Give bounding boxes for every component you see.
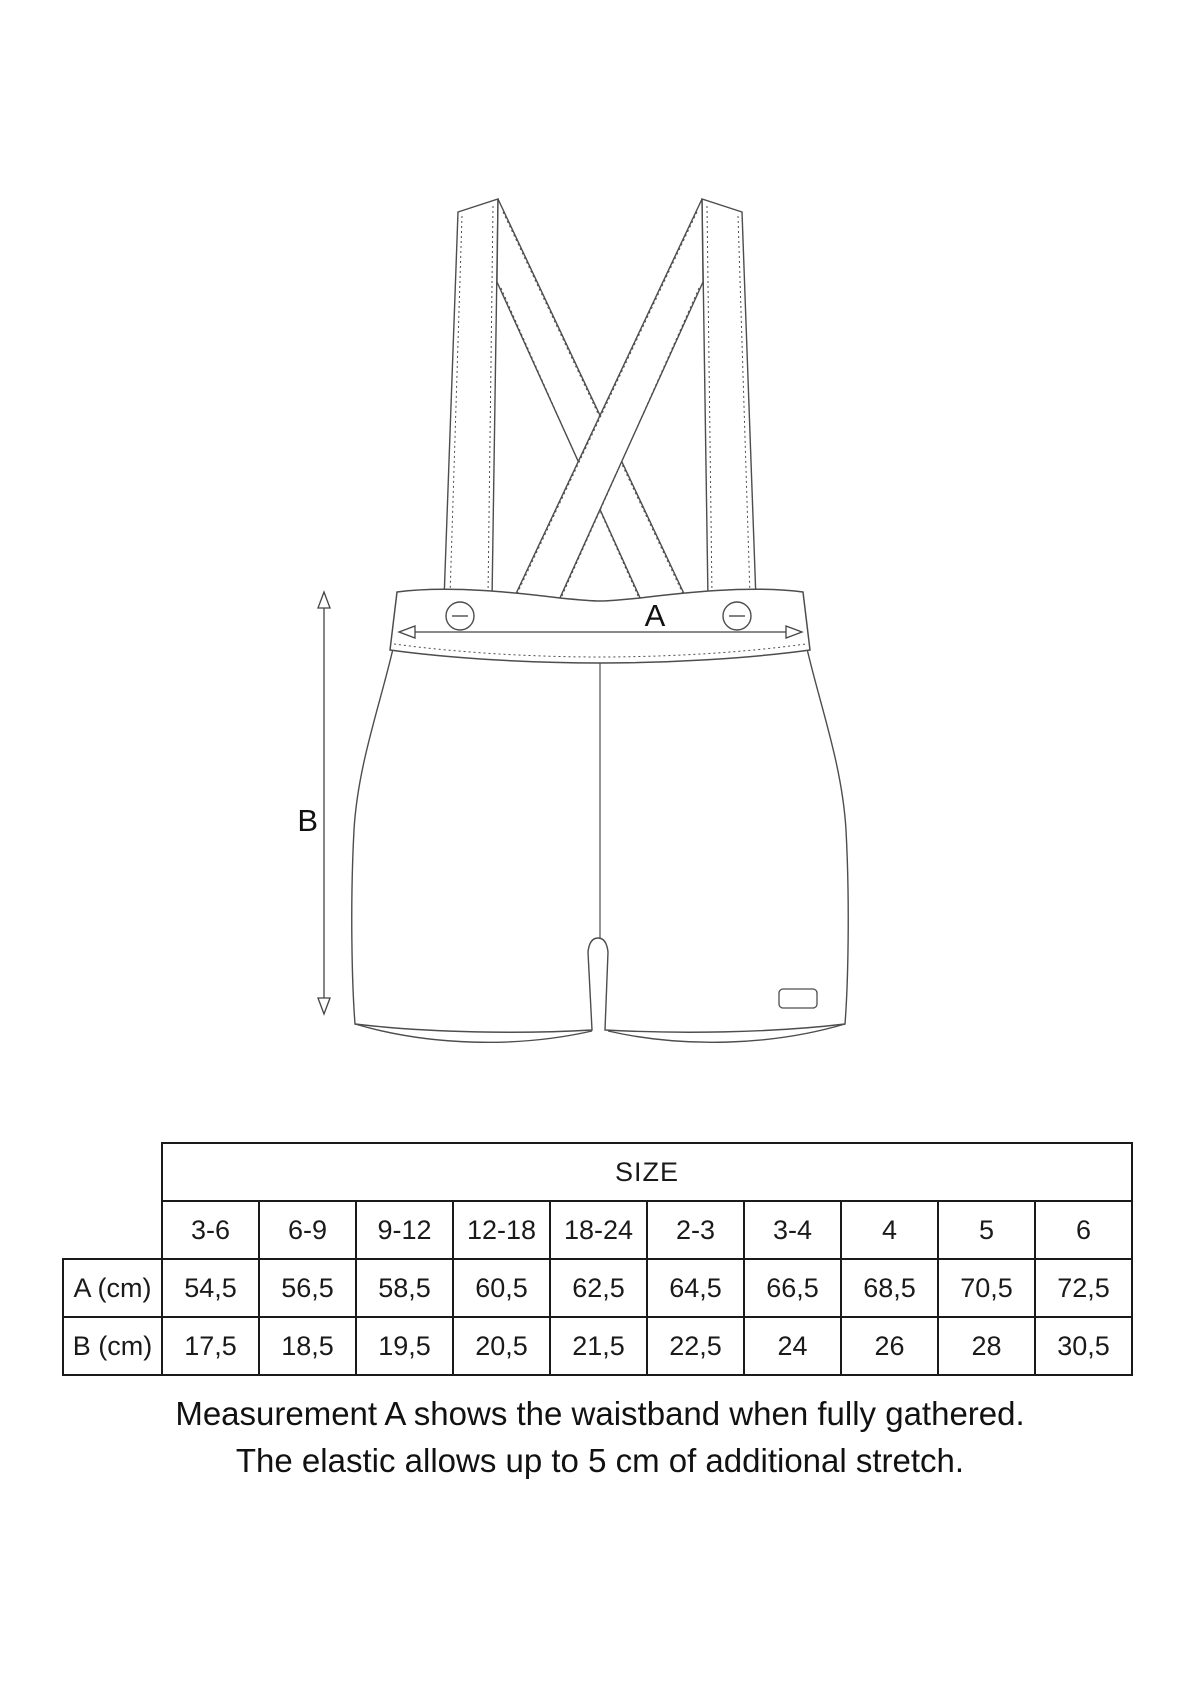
a-value-cell-1: 56,5 xyxy=(259,1259,356,1317)
size-header-cell-1: 6-9 xyxy=(259,1201,356,1259)
left-diagonal-strap xyxy=(497,199,687,600)
footer-note xyxy=(0,1390,1200,1484)
right-diagonal-strap xyxy=(513,199,703,600)
size-header-cell-2: 9-12 xyxy=(356,1201,453,1259)
left-button xyxy=(446,602,474,630)
size-header-cell-0: 3-6 xyxy=(162,1201,259,1259)
label-b: B xyxy=(297,803,318,838)
a-value-cell-7: 68,5 xyxy=(841,1259,938,1317)
left-vertical-strap xyxy=(444,199,498,600)
size-header-cell-6: 3-4 xyxy=(744,1201,841,1259)
measurement-b-arrow xyxy=(318,592,330,1014)
b-value-cell-8: 28 xyxy=(938,1317,1035,1375)
a-value-cell-6: 66,5 xyxy=(744,1259,841,1317)
b-value-cell-1: 18,5 xyxy=(259,1317,356,1375)
size-header-cell-9: 6 xyxy=(1035,1201,1132,1259)
a-value-cell-0: 54,5 xyxy=(162,1259,259,1317)
footer-note-line2: The elastic allows up to 5 cm of additional stretch. xyxy=(235,1442,965,1479)
a-value-cell-5: 64,5 xyxy=(647,1259,744,1317)
b-value-cell-7: 26 xyxy=(841,1317,938,1375)
a-value-cell-4: 62,5 xyxy=(550,1259,647,1317)
a-value-cell-2: 58,5 xyxy=(356,1259,453,1317)
size-header-cell-4: 18-24 xyxy=(550,1201,647,1259)
size-header-cell-8: 5 xyxy=(938,1201,1035,1259)
table-corner-spacer xyxy=(63,1143,162,1201)
right-vertical-strap xyxy=(702,199,756,600)
size-header-row xyxy=(63,1201,1132,1259)
measurement-a-row xyxy=(63,1259,1132,1317)
a-value-cell-9: 72,5 xyxy=(1035,1259,1132,1317)
measurement-b-row xyxy=(63,1317,1132,1375)
b-value-cell-5: 22,5 xyxy=(647,1317,744,1375)
shorts-body xyxy=(352,640,848,1042)
table-corner-spacer xyxy=(63,1201,162,1259)
size-header-cell-3: 12-18 xyxy=(453,1201,550,1259)
right-button xyxy=(723,602,751,630)
size-header-cell-5: 2-3 xyxy=(647,1201,744,1259)
b-value-cell-9: 30,5 xyxy=(1035,1317,1132,1375)
waistband xyxy=(390,589,810,663)
b-value-cell-4: 21,5 xyxy=(550,1317,647,1375)
b-value-cell-3: 20,5 xyxy=(453,1317,550,1375)
suspender-straps xyxy=(444,199,756,600)
b-value-cell-0: 17,5 xyxy=(162,1317,259,1375)
row-label-a: A (cm) xyxy=(63,1259,162,1317)
size-chart-table xyxy=(62,1142,1133,1376)
row-label-b: B (cm) xyxy=(63,1317,162,1375)
a-value-cell-3: 60,5 xyxy=(453,1259,550,1317)
size-chart-title: SIZE xyxy=(162,1143,1132,1201)
footer-note-line1: Measurement A shows the waistband when fully gathered. xyxy=(175,1395,1025,1432)
b-value-cell-2: 19,5 xyxy=(356,1317,453,1375)
size-header-cell-7: 4 xyxy=(841,1201,938,1259)
size-title-row xyxy=(63,1143,1132,1201)
label-a: A xyxy=(644,598,666,633)
a-value-cell-8: 70,5 xyxy=(938,1259,1035,1317)
b-value-cell-6: 24 xyxy=(744,1317,841,1375)
